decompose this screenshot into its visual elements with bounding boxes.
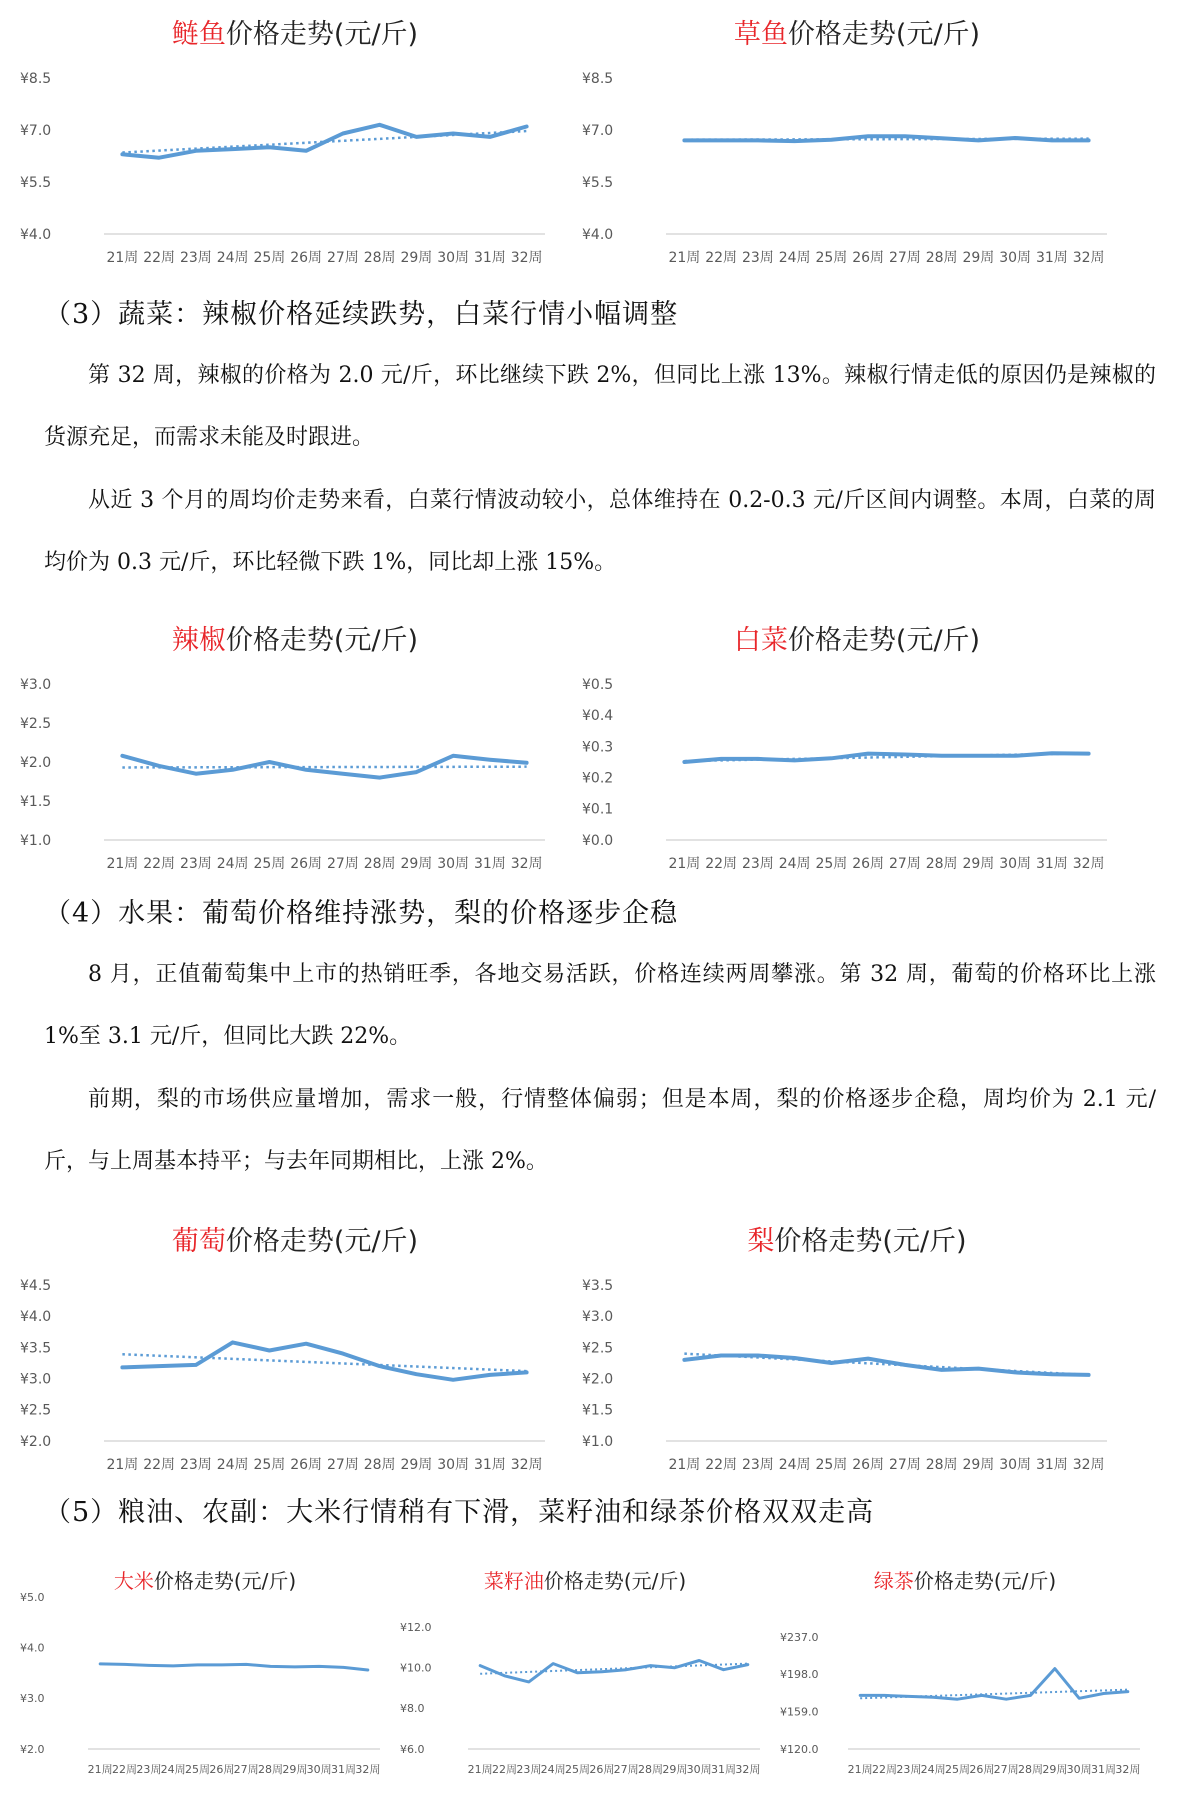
chart-pear [582, 1213, 1132, 1481]
y-tick-label: ¥8.0 [400, 1702, 425, 1716]
x-tick-label: 30周 [999, 250, 1032, 266]
x-tick-label: 30周 [437, 250, 470, 266]
x-tick-label: 26周 [209, 1763, 235, 1776]
x-tick-label: 30周 [999, 1457, 1032, 1473]
x-tick-label: 26周 [852, 1457, 885, 1473]
x-tick-label: 24周 [920, 1763, 946, 1776]
x-tick-label: 27周 [326, 856, 359, 872]
chart-title-highlight: 大米 [113, 1569, 154, 1593]
x-tick-label: 27周 [993, 1763, 1019, 1776]
x-tick-label: 22周 [492, 1763, 517, 1776]
chart-plot [400, 1565, 770, 1805]
x-tick-label: 25周 [253, 856, 286, 872]
y-tick-label: ¥0.0 [582, 832, 614, 849]
y-tick-label: ¥2.5 [20, 715, 52, 732]
y-tick-label: ¥120.0 [780, 1742, 819, 1756]
x-tick-label: 24周 [778, 856, 811, 872]
x-tick-label: 28周 [363, 250, 396, 266]
x-tick-label: 32周 [735, 1763, 761, 1776]
x-tick-label: 25周 [253, 1457, 286, 1473]
x-tick-label: 23周 [179, 250, 212, 266]
y-tick-label: ¥5.5 [582, 174, 614, 191]
x-tick-label: 28周 [1018, 1763, 1043, 1776]
y-tick-label: ¥12.0 [400, 1620, 432, 1634]
x-tick-label: 23周 [136, 1763, 162, 1776]
x-tick-label: 24周 [216, 250, 249, 266]
x-tick-label: 26周 [852, 856, 885, 872]
trendline [122, 767, 526, 768]
chart-title-rest: 价格走势(元/斤) [153, 1569, 297, 1593]
x-tick-label: 30周 [437, 856, 470, 872]
y-tick-label: ¥3.0 [20, 1371, 52, 1388]
y-tick-label: ¥159.0 [780, 1705, 819, 1719]
chart-title [582, 618, 1132, 657]
x-tick-label: 29周 [1042, 1763, 1068, 1776]
price-series-line [122, 125, 526, 158]
x-tick-label: 29周 [962, 856, 995, 872]
x-tick-label: 31周 [1035, 856, 1068, 872]
y-tick-label: ¥5.0 [20, 1590, 45, 1604]
x-tick-label: 32周 [1115, 1763, 1141, 1776]
y-tick-label: ¥2.5 [582, 1340, 614, 1357]
x-tick-label: 22周 [705, 1457, 738, 1473]
chart-title [400, 1565, 770, 1594]
x-tick-label: 21周 [668, 1457, 701, 1473]
x-tick-label: 32周 [510, 856, 543, 872]
x-tick-label: 23周 [179, 1457, 212, 1473]
y-tick-label: ¥237.0 [780, 1630, 819, 1644]
paragraph-chili: 第 32 周，辣椒的价格为 2.0 元/斤，环比继续下跌 2%，但同比上涨 13%。辣椒行情走低的原因仍是辣椒的货源充足，而需求未能及时跟进。 [44, 363, 1156, 450]
paragraph-pear: 前期，梨的市场供应量增加，需求一般，行情整体偏弱；但是本周，梨的价格逐步企稳，周均价为 2.1 元/斤，与上周基本持平；与去年同期相比，上涨 2%。 [44, 1087, 1156, 1174]
y-tick-label: ¥7.0 [582, 122, 614, 139]
x-tick-label: 28周 [363, 856, 396, 872]
price-series-line [122, 1342, 526, 1379]
x-tick-label: 22周 [143, 1457, 176, 1473]
y-tick-label: ¥4.0 [20, 1641, 45, 1655]
x-tick-label: 22周 [705, 250, 738, 266]
chart-title-highlight: 菜籽油 [483, 1569, 544, 1593]
price-series-line [860, 1669, 1128, 1700]
x-tick-label: 28周 [258, 1763, 283, 1776]
y-tick-label: ¥4.0 [20, 226, 52, 243]
section-heading-fruits: （4）水果：葡萄价格维持涨势，梨的价格逐步企稳 [44, 898, 679, 929]
chart-title-highlight: 辣椒 [171, 625, 226, 656]
x-tick-label: 30周 [306, 1763, 332, 1776]
y-tick-label: ¥1.5 [582, 1402, 614, 1419]
chart-title-highlight: 葡萄 [171, 1226, 226, 1257]
y-tick-label: ¥4.0 [582, 226, 614, 243]
x-tick-label: 31周 [473, 856, 506, 872]
x-tick-label: 29周 [400, 1457, 433, 1473]
x-tick-label: 31周 [1035, 250, 1068, 266]
price-series-line [684, 1356, 1088, 1375]
x-tick-label: 25周 [815, 250, 848, 266]
x-tick-label: 25周 [815, 1457, 848, 1473]
x-tick-label: 29周 [962, 1457, 995, 1473]
chart-grass-carp [582, 6, 1132, 274]
x-tick-label: 27周 [888, 856, 921, 872]
chart-title-rest: 价格走势(元/斤) [787, 19, 981, 50]
y-tick-label: ¥0.1 [582, 801, 614, 818]
x-tick-label: 25周 [185, 1763, 210, 1776]
trendline [122, 1354, 526, 1371]
x-tick-label: 27周 [888, 250, 921, 266]
x-tick-label: 21周 [106, 1457, 139, 1473]
x-tick-label: 27周 [888, 1457, 921, 1473]
x-tick-label: 27周 [613, 1763, 639, 1776]
x-tick-label: 27周 [326, 250, 359, 266]
x-tick-label: 22周 [112, 1763, 137, 1776]
chart-silver-carp [20, 6, 570, 274]
chart-title-highlight: 白菜 [733, 625, 788, 656]
y-tick-label: ¥0.2 [582, 770, 614, 787]
x-tick-label: 26周 [290, 856, 323, 872]
y-tick-label: ¥8.5 [20, 70, 52, 87]
price-series-line [684, 136, 1088, 141]
price-series-line [684, 753, 1088, 762]
price-series-line [100, 1664, 368, 1670]
x-tick-label: 22周 [705, 856, 738, 872]
x-tick-label: 23周 [741, 856, 774, 872]
chart-title [582, 12, 1132, 51]
chart-title [582, 1219, 1132, 1258]
y-tick-label: ¥4.0 [20, 1309, 52, 1326]
x-tick-label: 32周 [355, 1763, 381, 1776]
y-tick-label: ¥2.0 [20, 1433, 52, 1450]
x-tick-label: 32周 [510, 250, 543, 266]
y-tick-label: ¥5.5 [20, 174, 52, 191]
x-tick-label: 24周 [160, 1763, 186, 1776]
x-tick-label: 31周 [711, 1763, 736, 1776]
x-tick-label: 24周 [216, 856, 249, 872]
x-tick-label: 31周 [331, 1763, 356, 1776]
y-tick-label: ¥198.0 [780, 1668, 819, 1682]
chart-title-highlight: 梨 [747, 1226, 775, 1257]
x-tick-label: 24周 [778, 250, 811, 266]
x-tick-label: 24周 [216, 1457, 249, 1473]
x-tick-label: 27周 [326, 1457, 359, 1473]
y-tick-label: ¥1.0 [582, 1433, 614, 1450]
x-tick-label: 29周 [400, 856, 433, 872]
x-tick-label: 28周 [363, 1457, 396, 1473]
x-tick-label: 25周 [565, 1763, 590, 1776]
x-tick-label: 31周 [1091, 1763, 1116, 1776]
y-tick-label: ¥3.0 [582, 1309, 614, 1326]
x-tick-label: 31周 [473, 1457, 506, 1473]
paragraph-grape: 8 月，正值葡萄集中上市的热销旺季，各地交易活跃，价格连续两周攀涨。第 32 周，葡萄的价格环比上涨 1%至 3.1 元/斤，但同比大跌 22%。 [44, 962, 1156, 1049]
x-tick-label: 26周 [589, 1763, 615, 1776]
chart-title-highlight: 绿茶 [873, 1569, 914, 1593]
y-tick-label: ¥2.0 [20, 754, 52, 771]
x-tick-label: 28周 [925, 1457, 958, 1473]
x-tick-label: 26周 [290, 1457, 323, 1473]
x-tick-label: 22周 [143, 250, 176, 266]
x-tick-label: 23周 [741, 1457, 774, 1473]
chart-title-rest: 价格走势(元/斤) [225, 19, 419, 50]
chart-grape [20, 1213, 570, 1481]
x-tick-label: 21周 [106, 856, 139, 872]
x-tick-label: 32周 [1072, 250, 1105, 266]
x-tick-label: 31周 [473, 250, 506, 266]
x-tick-label: 30周 [1066, 1763, 1092, 1776]
x-tick-label: 26周 [852, 250, 885, 266]
x-tick-label: 25周 [253, 250, 286, 266]
x-tick-label: 32周 [510, 1457, 543, 1473]
chart-plot [20, 1565, 390, 1805]
y-tick-label: ¥2.0 [582, 1371, 614, 1388]
x-tick-label: 31周 [1035, 1457, 1068, 1473]
y-tick-label: ¥0.5 [582, 676, 614, 693]
x-tick-label: 21周 [668, 250, 701, 266]
chart-cabbage [582, 612, 1132, 880]
y-tick-label: ¥3.0 [20, 676, 52, 693]
chart-green-tea [780, 1565, 1150, 1805]
y-tick-label: ¥1.0 [20, 832, 52, 849]
x-tick-label: 29周 [962, 250, 995, 266]
x-tick-label: 29周 [282, 1763, 308, 1776]
x-tick-label: 21周 [467, 1763, 493, 1776]
x-tick-label: 22周 [872, 1763, 897, 1776]
x-tick-label: 29周 [400, 250, 433, 266]
section-heading-vegetables: （3）蔬菜：辣椒价格延续跌势，白菜行情小幅调整 [44, 299, 679, 330]
y-tick-label: ¥4.5 [20, 1277, 52, 1294]
y-tick-label: ¥0.4 [582, 708, 614, 725]
chart-chili [20, 612, 570, 880]
y-tick-label: ¥10.0 [400, 1661, 432, 1675]
chart-title [20, 1565, 390, 1594]
x-tick-label: 25周 [815, 856, 848, 872]
x-tick-label: 23周 [741, 250, 774, 266]
chart-plot [780, 1565, 1150, 1805]
x-tick-label: 26周 [290, 250, 323, 266]
y-tick-label: ¥3.5 [20, 1340, 52, 1357]
y-tick-label: ¥1.5 [20, 793, 52, 810]
x-tick-label: 28周 [925, 856, 958, 872]
y-tick-label: ¥8.5 [582, 70, 614, 87]
chart-title-rest: 价格走势(元/斤) [225, 1226, 419, 1257]
x-tick-label: 24周 [540, 1763, 566, 1776]
x-tick-label: 27周 [233, 1763, 259, 1776]
section-heading-grain-oil: （5）粮油、农副：大米行情稍有下滑，菜籽油和绿茶价格双双走高 [44, 1497, 875, 1528]
paragraph-cabbage: 从近 3 个月的周均价走势来看，白菜行情波动较小，总体维持在 0.2-0.3 元/斤区间内调整。本周，白菜的周均价为 0.3 元/斤，环比轻微下跌 1%，同比却上涨 15%。 [44, 488, 1156, 575]
x-tick-label: 30周 [999, 856, 1032, 872]
chart-title-rest: 价格走势(元/斤) [225, 625, 419, 656]
chart-title-rest: 价格走势(元/斤) [913, 1569, 1057, 1593]
x-tick-label: 29周 [662, 1763, 688, 1776]
chart-title-highlight: 草鱼 [733, 19, 788, 50]
x-tick-label: 30周 [686, 1763, 712, 1776]
x-tick-label: 21周 [847, 1763, 873, 1776]
x-tick-label: 25周 [945, 1763, 970, 1776]
chart-title [780, 1565, 1150, 1594]
x-tick-label: 28周 [638, 1763, 663, 1776]
chart-title-rest: 价格走势(元/斤) [774, 1226, 967, 1257]
x-tick-label: 21周 [106, 250, 139, 266]
chart-rapeseed-oil [400, 1565, 770, 1805]
chart-title-rest: 价格走势(元/斤) [543, 1569, 687, 1593]
x-tick-label: 21周 [668, 856, 701, 872]
y-tick-label: ¥3.0 [20, 1692, 45, 1706]
y-tick-label: ¥7.0 [20, 122, 52, 139]
y-tick-label: ¥0.3 [582, 739, 614, 756]
chart-title-highlight: 鲢鱼 [171, 19, 226, 50]
chart-title [20, 12, 570, 51]
x-tick-label: 26周 [969, 1763, 995, 1776]
y-tick-label: ¥2.0 [20, 1742, 45, 1756]
chart-title [20, 1219, 570, 1258]
x-tick-label: 30周 [437, 1457, 470, 1473]
x-tick-label: 32周 [1072, 1457, 1105, 1473]
price-series-line [480, 1661, 748, 1682]
x-tick-label: 23周 [896, 1763, 922, 1776]
y-tick-label: ¥2.5 [20, 1402, 52, 1419]
chart-title [20, 618, 570, 657]
x-tick-label: 23周 [516, 1763, 542, 1776]
x-tick-label: 28周 [925, 250, 958, 266]
y-tick-label: ¥3.5 [582, 1277, 614, 1294]
x-tick-label: 23周 [179, 856, 212, 872]
x-tick-label: 24周 [778, 1457, 811, 1473]
x-tick-label: 22周 [143, 856, 176, 872]
chart-rice [20, 1565, 390, 1805]
y-tick-label: ¥6.0 [400, 1742, 425, 1756]
x-tick-label: 32周 [1072, 856, 1105, 872]
x-tick-label: 21周 [87, 1763, 113, 1776]
chart-title-rest: 价格走势(元/斤) [787, 625, 981, 656]
